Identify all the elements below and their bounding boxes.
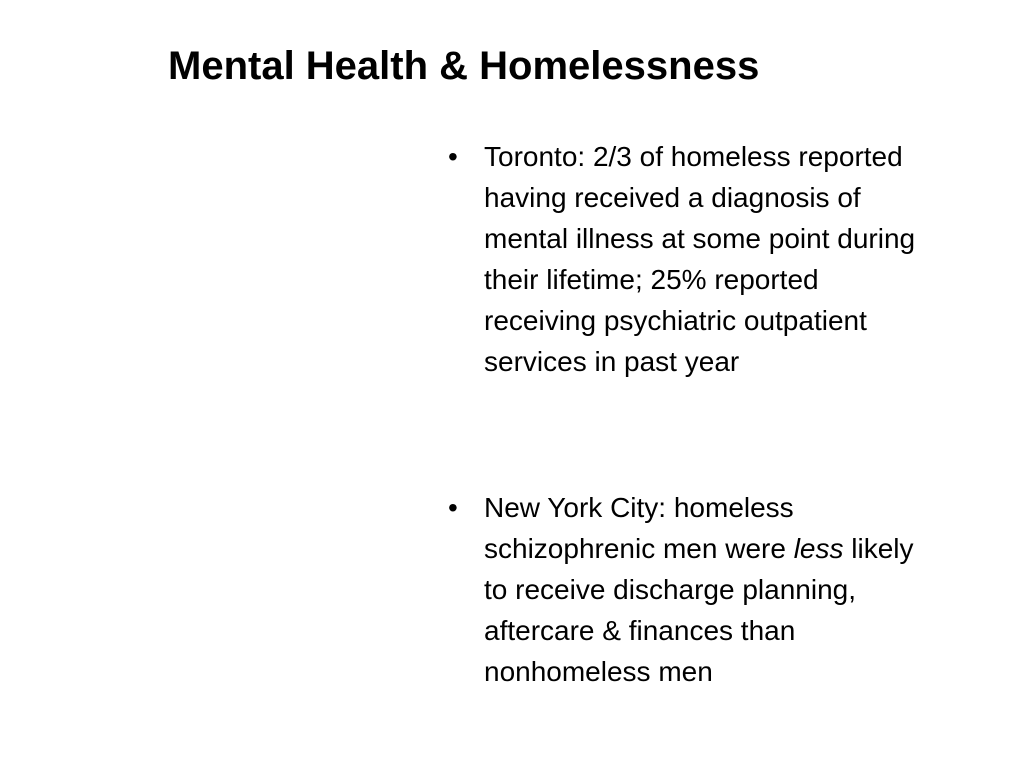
bullet-line: their lifetime; 25% reported [484,264,819,295]
bullet-line: mental illness at some point during [484,223,916,254]
bullet-line: services in past year [484,346,740,377]
bullet-text [484,136,1016,382]
bullet-text [484,487,1016,692]
bullet-line: Toronto: 2/3 of homeless reported [484,141,903,172]
bullet-line: to receive discharge planning, [484,574,857,605]
emphasis-less: less [793,533,844,564]
slide-title: Mental Health & Homelessness [168,44,760,88]
bullet-marker: • [448,492,458,523]
bullet-line: having received a diagnosis of [484,182,861,213]
bullet-item-toronto [448,136,1016,382]
bullet-line-mixed [484,528,1016,569]
bullet-line: New York City: homeless [484,492,794,523]
bullet-line: nonhomeless men [484,656,713,687]
bullet-item-new-york [448,487,1016,692]
bullet-marker: • [448,141,458,172]
bullet-line: aftercare & finances than [484,615,796,646]
bullet-text-run: schizophrenic men were [484,533,794,564]
bullet-text-run: likely [843,533,914,564]
bullet-line: receiving psychiatric outpatient [484,305,867,336]
